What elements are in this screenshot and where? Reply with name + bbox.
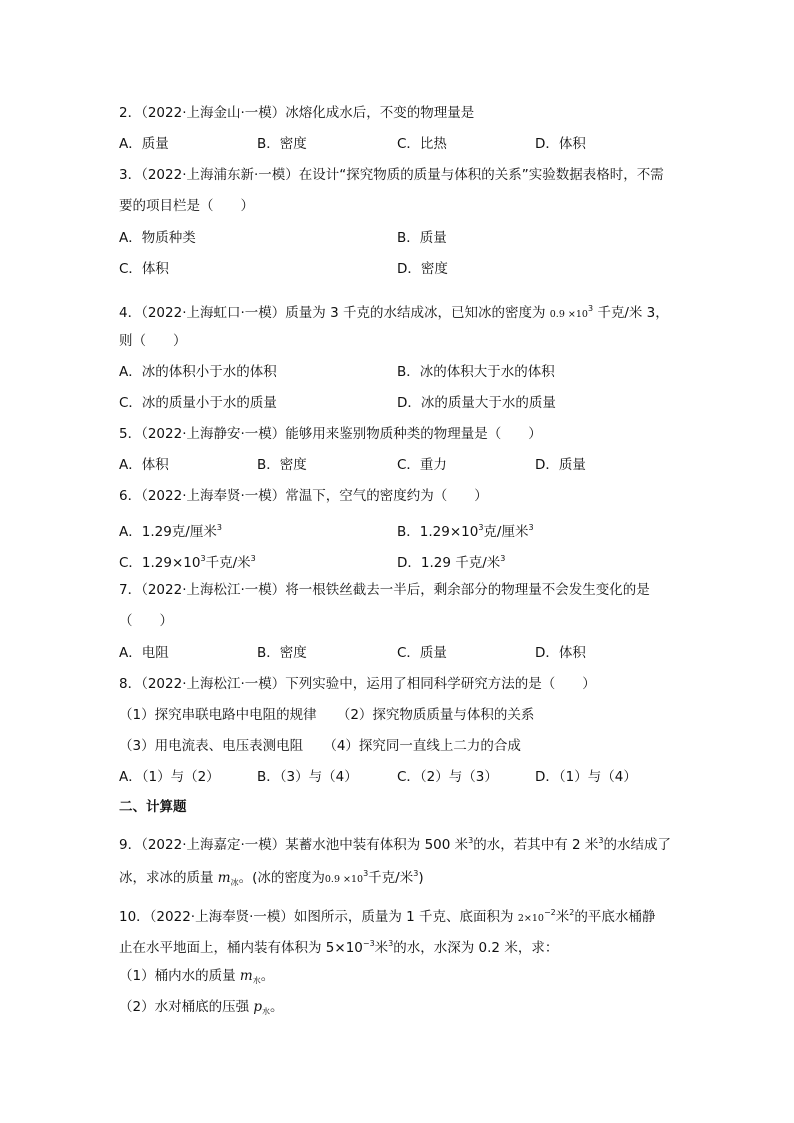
q4-option-a: A．冰的体积小于水的体积 <box>119 364 277 380</box>
q7-stem-line1: 7．（2022·上海松江·一模）将一根铁丝截去一半后，剩余部分的物理量不会发生变化的是 <box>119 582 650 598</box>
q5-option-b: B．密度 <box>257 457 307 473</box>
q3-stem-line1: 3．（2022·上海浦东新·一模）在设计“探究物质的质量与体积的关系”实验数据表格时，不需 <box>119 167 664 183</box>
q2-stem: 2．（2022·上海金山·一模）冰熔化成水后，不变的物理量是 <box>119 105 475 121</box>
q10-line1: 10．（2022·上海奉贤·一模）如图所示，质量为 1 千克、底面积为 $2\times 10^{-2}$米$^2$的平底水桶静 <box>119 908 656 925</box>
q3-option-c: C．体积 <box>119 261 169 277</box>
q5-stem: 5．（2022·上海静安·一模）能够用来鉴别物质种类的物理量是（ ） <box>119 426 542 442</box>
q8-stem: 8．（2022·上海松江·一模）下列实验中，运用了相同科学研究方法的是（ ） <box>119 676 596 692</box>
section-heading: 二、计算题 <box>119 799 187 815</box>
q4-option-c: C．冰的质量小于水的质量 <box>119 395 277 411</box>
q3-option-d: D．密度 <box>397 261 448 277</box>
q3-stem-line2: 要的项目栏是（ ） <box>119 198 254 214</box>
q5-option-a: A．体积 <box>119 457 169 473</box>
q8-items-line2: （3）用电流表、电压表测电阻 （4）探究同一直线上二力的合成 <box>119 738 521 754</box>
q9-line2: 冰，求冰的质量 $m_冰$。(冰的密度为$0.9 \times 10^3$千克/米$^3$) <box>119 869 424 887</box>
q4-stem-line2: 则（ ） <box>119 333 187 349</box>
q4-option-b: B．冰的体积大于水的体积 <box>397 364 555 380</box>
q8-option-d: D．（1）与（4） <box>535 769 637 785</box>
q5-option-d: D．质量 <box>535 457 586 473</box>
q8-items-line1: （1）探究串联电路中电阻的规律 （2）探究物质质量与体积的关系 <box>119 707 535 723</box>
q4-option-d: D．冰的质量大于水的质量 <box>397 395 556 411</box>
q3-option-b: B．质量 <box>397 230 447 246</box>
q7-option-a: A．电阻 <box>119 645 169 661</box>
q7-stem-line2: （ ） <box>119 613 173 629</box>
q2-option-a: A．质量 <box>119 136 169 152</box>
q4-stem-line1 <box>119 299 669 325</box>
q10-sub1: （1）桶内水的质量 $m_水$。 <box>119 968 275 985</box>
q8-option-b: B．（3）与（4） <box>257 769 358 785</box>
q2-option-d: D．体积 <box>535 136 586 152</box>
q6-option-a: A．1.29克/厘米$^3$ <box>119 523 222 540</box>
q6-stem: 6．（2022·上海奉贤·一模）常温下，空气的密度约为（ ） <box>119 488 488 504</box>
q10-sub2: （2）水对桶底的压强 $p_水$。 <box>119 999 284 1016</box>
q7-option-d: D．体积 <box>535 645 586 661</box>
q4-density-value: 0.9 ×10 <box>549 309 588 320</box>
q7-option-c: C．质量 <box>397 645 447 661</box>
q2-option-b: B．密度 <box>257 136 307 152</box>
q6-option-c: C．$1.29\times 10^3$千克/米$^3$ <box>119 554 256 571</box>
q3-option-a: A．物质种类 <box>119 230 196 246</box>
q6-option-b: B．$1.29\times 10^3$克/厘米$^3$ <box>397 523 534 540</box>
q2-option-c: C．比热 <box>397 136 447 152</box>
q6-option-d: D．1.29 千克/米$^3$ <box>397 554 506 571</box>
q9-line1: 9．（2022·上海嘉定·一模）某蓄水池中装有体积为 500 米$^3$的水，若其中有 2 米$^3$的水结成了 <box>119 836 671 853</box>
q7-option-b: B．密度 <box>257 645 307 661</box>
q5-option-c: C．重力 <box>397 457 447 473</box>
q10-line2: 止在水平地面上，桶内装有体积为 $5\times 10^{-3}$米$^3$的水，水深为 0.2 米，求： <box>119 939 559 956</box>
q4-density-unit: 千克/米 3， <box>597 305 669 321</box>
q4-density-exponent: 3 <box>587 304 594 313</box>
q4-stem-text: 4．（2022·上海虹口·一模）质量为 3 千克的水结成冰，已知冰的密度为 <box>119 305 546 321</box>
q8-option-c: C．（2）与（3） <box>397 769 498 785</box>
q8-option-a: A．（1）与（2） <box>119 769 220 785</box>
